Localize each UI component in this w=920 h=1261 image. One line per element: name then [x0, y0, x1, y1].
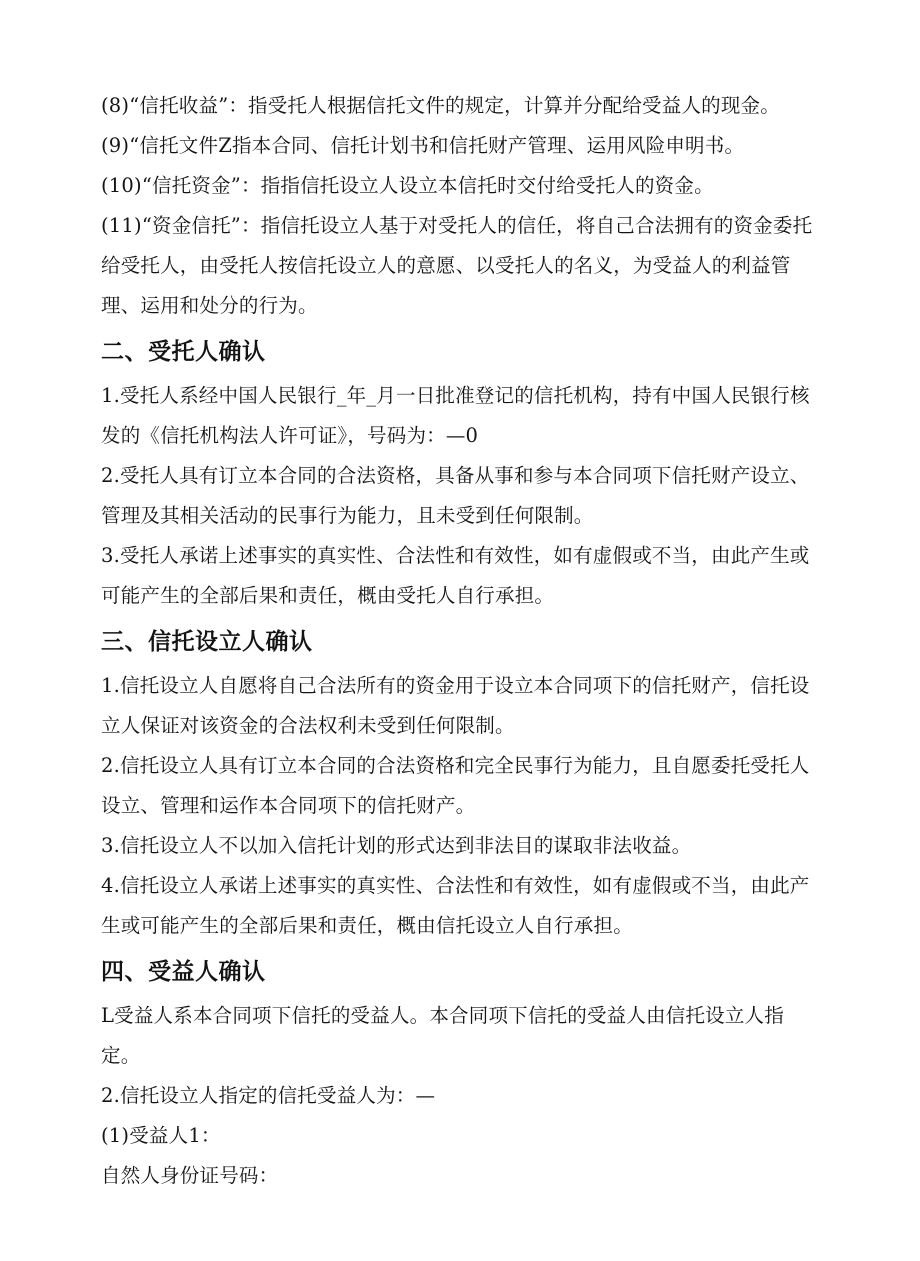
beneficiary-1-label: (1)受益人1：	[101, 1124, 221, 1147]
trustee-clause-1: 1.受托人系经中国人民银行_年_月一日批准登记的信托机构，持有中国人民银行核发的《信托机构法人许可证》，号码为：—0	[101, 384, 810, 447]
definition-fund-trust: (11)“资金信托”：指信托设立人基于对受托人的信任，将自己合法拥有的资金委托给受托人，由受托人按信托设立人的意愿、以受托人的名义，为受益人的利益管理、运用和处分的行为。	[101, 214, 813, 317]
definition-trust-funds: (10)“信托资金”：指指信托设立人设立本信托时交付给受托人的资金。	[101, 174, 714, 197]
trustee-clause-2: 2.受托人具有订立本合同的合法资格，具备从事和参与本合同项下信托财产设立、管理及其相关活动的民事行为能力，且未受到任何限制。	[101, 464, 810, 527]
section-heading-trustee-confirmation: 二、受托人确认	[101, 338, 266, 365]
settlor-clause-3: 3.信托设立人不以加入信托计划的形式达到非法目的谋取非法收益。	[101, 834, 692, 857]
beneficiary-clause-2: 2.信托设立人指定的信托受益人为：—	[101, 1084, 436, 1107]
id-number-label: 自然人身份证号码：	[101, 1164, 279, 1187]
document-body	[101, 86, 823, 1196]
section-heading-beneficiary-confirmation: 四、受益人确认	[101, 958, 266, 985]
definition-trust-documents: (9)“信托文件Z指本合同、信托计划书和信托财产管理、运用风险申明书。	[101, 134, 745, 157]
beneficiary-clause-1: L受益人系本合同项下信托的受益人。本合同项下信托的受益人由信托设立人指定。	[101, 1004, 784, 1067]
trustee-clause-3: 3.受托人承诺上述事实的真实性、合法性和有效性，如有虚假或不当，由此产生或可能产生的全部后果和责任，概由受托人自行承担。	[101, 544, 810, 607]
settlor-clause-2: 2.信托设立人具有订立本合同的合法资格和完全民事行为能力，且自愿委托受托人设立、管理和运作本合同项下的信托财产。	[101, 754, 810, 817]
section-heading-settlor-confirmation: 三、信托设立人确认	[101, 628, 313, 655]
definition-trust-income: (8)“信托收益”：指受托人根据信托文件的规定，计算并分配给受益人的现金。	[101, 94, 780, 117]
settlor-clause-1: 1.信托设立人自愿将自己合法所有的资金用于设立本合同项下的信托财产，信托设立人保证对该资金的合法权利未受到任何限制。	[101, 674, 810, 737]
settlor-clause-4: 4.信托设立人承诺上述事实的真实性、合法性和有效性，如有虚假或不当，由此产生或可能产生的全部后果和责任，概由信托设立人自行承担。	[101, 874, 810, 937]
